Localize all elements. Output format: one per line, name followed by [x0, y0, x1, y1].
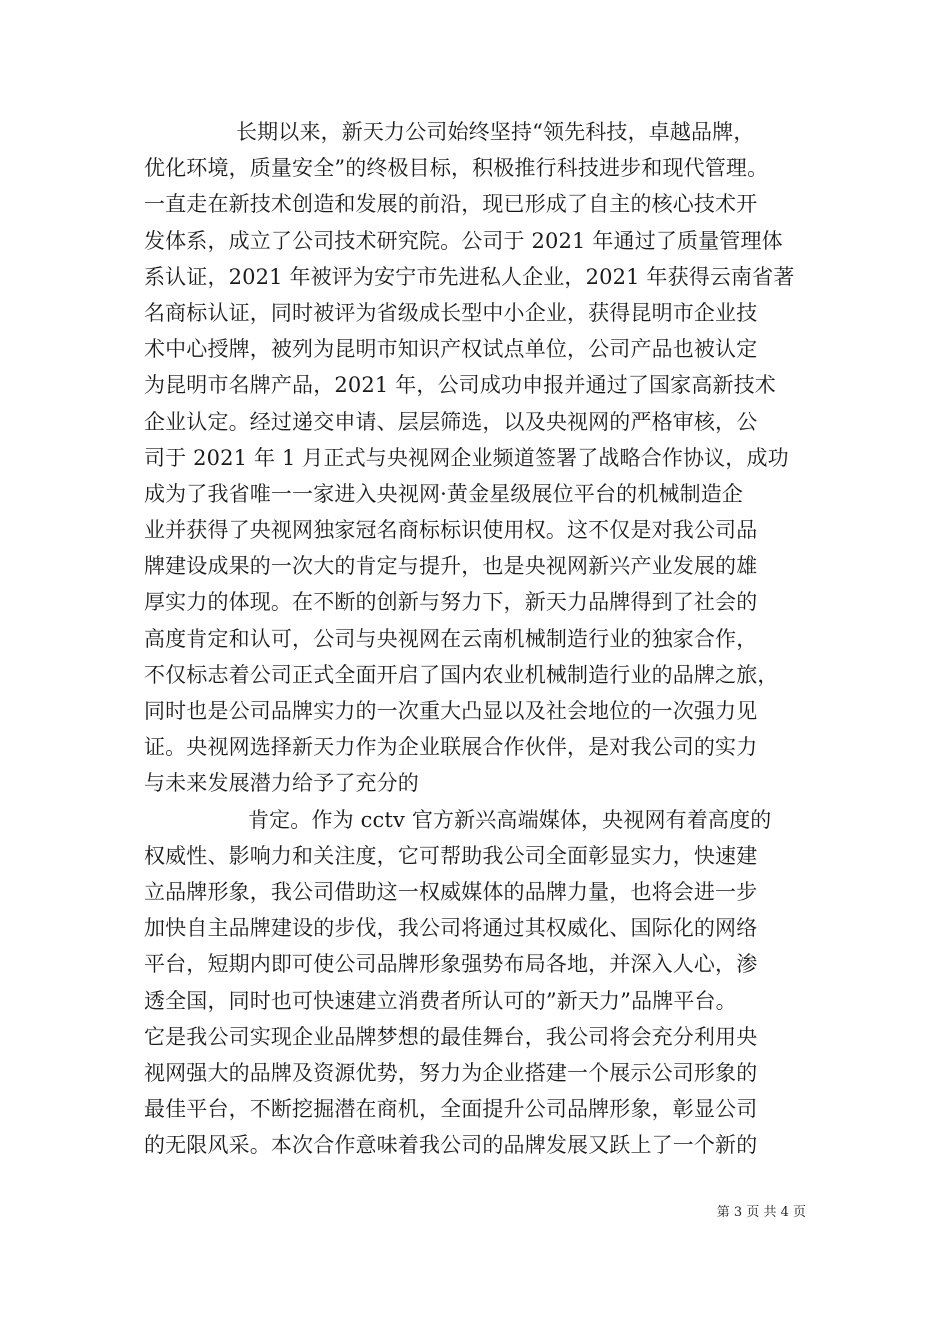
text-line: 不仅标志着公司正式全面开启了国内农业机械制造行业的品牌之旅， — [144, 662, 779, 687]
text-line: 它是我公司实现企业品牌梦想的最佳舞台，我公司将会充分利用央 — [144, 1024, 758, 1049]
text-line: 平台，短期内即可使公司品牌形象强势布局各地，并深入人心，渗 — [144, 952, 758, 977]
text-line: 企业认定。经过递交申请、层层筛选，以及央视网的严格审核，公 — [144, 409, 758, 434]
text-line: 加快自主品牌建设的步伐，我公司将通过其权威化、国际化的网络 — [144, 916, 758, 941]
text-line: 长期以来，新天力公司始终坚持“领先科技，卓越品牌， — [236, 120, 755, 144]
text-line: 名商标认证，同时被评为省级成长型中小企业，获得昆明市企业技 — [144, 300, 758, 325]
text-line: 系认证，2021 年被评为安宁市先进私人企业，2021 年获得云南省著 — [144, 264, 795, 289]
text-line: 立品牌形象，我公司借助这一权威媒体的品牌力量，也将会进一步 — [144, 879, 758, 904]
text-line: 肯定。作为 cctv 官方新兴高端媒体，央视网有着高度的 — [248, 807, 772, 832]
text-line: 厚实力的体现。在不断的创新与努力下，新天力品牌得到了社会的 — [144, 590, 758, 615]
text-line: 视网强大的品牌及资源优势，努力为企业搭建一个展示公司形象的 — [144, 1060, 758, 1085]
body-text — [144, 114, 806, 1163]
text-line: 一直走在新技术创造和发展的前沿，现已形成了自主的核心技术开 — [144, 192, 758, 217]
text-line: 成为了我省唯一一家进入央视网·黄金星级展位平台的机械制造企 — [144, 481, 744, 506]
text-line: 的无限风采。本次合作意味着我公司的品牌发展又跃上了一个新的 — [144, 1133, 758, 1158]
text-line: 发体系，成立了公司技术研究院。公司于 2021 年通过了质量管理体 — [144, 228, 783, 253]
text-line: 透全国，同时也可快速建立消费者所认可的”新天力”品牌平台。 — [144, 988, 737, 1013]
text-line: 证。央视网选择新天力作为企业联展合作伙伴，是对我公司的实力 — [144, 735, 758, 760]
text-line: 为昆明市名牌产品，2021 年，公司成功申报并通过了国家高新技术 — [144, 373, 776, 398]
text-line: 高度肯定和认可，公司与央视网在云南机械制造行业的独家合作， — [144, 626, 758, 651]
text-line: 业并获得了央视网独家冠名商标标识使用权。这不仅是对我公司品 — [144, 518, 758, 543]
text-line: 牌建设成果的一次大的肯定与提升，也是央视网新兴产业发展的雄 — [144, 554, 758, 579]
text-line: 同时也是公司品牌实力的一次重大凸显以及社会地位的一次强力见 — [144, 699, 758, 723]
text-line: 司于 2021 年 1 月正式与央视网企业频道签署了战略合作协议，成功 — [144, 445, 789, 470]
text-line: 权威性、影响力和关注度，它可帮助我公司全面彰显实力，快速建 — [144, 843, 758, 868]
text-line: 术中心授牌，被列为昆明市知识产权试点单位，公司产品也被认定 — [144, 337, 758, 362]
text-line: 与未来发展潜力给予了充分的 — [144, 771, 419, 796]
text-line: 最佳平台，不断挖掘潜在商机，全面提升公司品牌形象，彰显公司 — [144, 1097, 758, 1122]
text-line: 优化环境，质量安全”的终极目标，积极推行科技进步和现代管理。 — [144, 156, 769, 181]
page-number-footer: 第 3 页 共 4 页 — [716, 1205, 806, 1220]
